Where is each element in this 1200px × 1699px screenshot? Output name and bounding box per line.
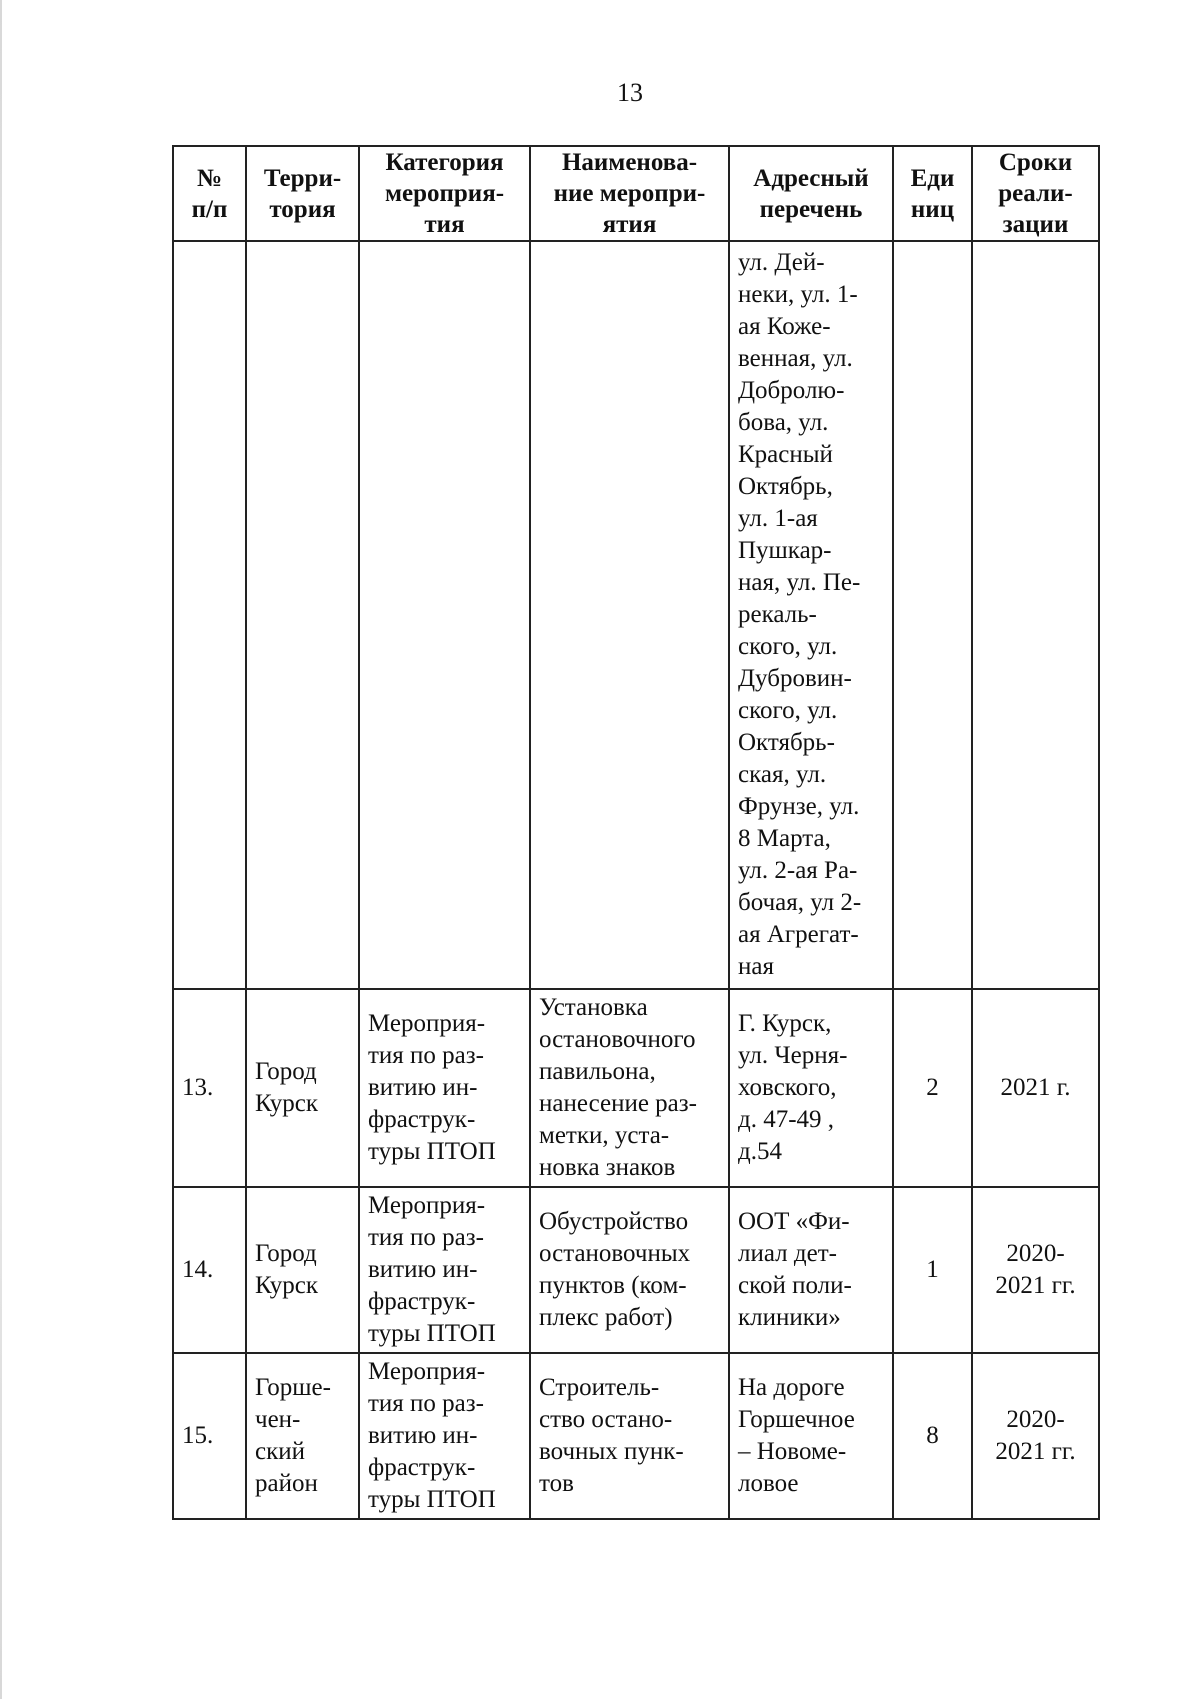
cell-address-continuation: ул. Дей- неки, ул. 1- ая Коже- венная, ул. Добролю- бова, ул. Красный Октябрь, ул. 1-ая Пушкар- ная, ул. Пе- рекаль- ского, ул. Дубровин- ского, ул. Октябрь- ская, ул. Фрунзе, ул. 8 Марта, ул. 2-ая Ра- бочая, ул 2- ая Агрегат- ная <box>729 241 893 989</box>
cell-territory-empty <box>246 241 359 989</box>
cell-address: Г. Курск, ул. Черня- ховского, д. 47-49 , д.54 <box>729 989 893 1187</box>
cell-name: Строитель- ство остано- вочных пунк- тов <box>530 1353 729 1519</box>
header-units: Еди ниц <box>893 146 972 241</box>
cell-units: 8 <box>893 1353 972 1519</box>
cell-name-empty <box>530 241 729 989</box>
header-category: Категория мероприя- тия <box>359 146 530 241</box>
cell-category: Мероприя- тия по раз- витию ин- фраструк- туры ПТОП <box>359 1353 530 1519</box>
header-name: Наименова- ние меропри- ятия <box>530 146 729 241</box>
page-number: 13 <box>617 78 643 107</box>
cell-territory: Город Курск <box>246 1187 359 1353</box>
table-row <box>173 989 1099 1187</box>
cell-territory: Горше- чен- ский район <box>246 1353 359 1519</box>
header-num: № п/п <box>173 146 246 241</box>
cell-category-empty <box>359 241 530 989</box>
cell-name: Обустройство остановочных пунктов (ком- плекс работ) <box>530 1187 729 1353</box>
cell-territory: Город Курск <box>246 989 359 1187</box>
scan-edge <box>0 0 2 1699</box>
cell-address: На дороге Горшечное – Новоме- ловое <box>729 1353 893 1519</box>
header-address: Адресный перечень <box>729 146 893 241</box>
cell-category: Мероприя- тия по раз- витию ин- фраструк- туры ПТОП <box>359 1187 530 1353</box>
cell-num: 14. <box>173 1187 246 1353</box>
events-table <box>172 145 1100 1520</box>
header-territory: Терри- тория <box>246 146 359 241</box>
cell-terms: 2021 г. <box>972 989 1099 1187</box>
table-header-row <box>173 146 1099 241</box>
cell-units: 2 <box>893 989 972 1187</box>
cell-num: 15. <box>173 1353 246 1519</box>
cell-address: ООТ «Фи- лиал дет- ской поли- клиники» <box>729 1187 893 1353</box>
table-row <box>173 1353 1099 1519</box>
cell-units: 1 <box>893 1187 972 1353</box>
cell-category: Мероприя- тия по раз- витию ин- фраструк- туры ПТОП <box>359 989 530 1187</box>
table-row-continuation <box>173 241 1099 989</box>
table-row <box>173 1187 1099 1353</box>
cell-num-empty <box>173 241 246 989</box>
cell-num: 13. <box>173 989 246 1187</box>
cell-terms: 2020- 2021 гг. <box>972 1187 1099 1353</box>
cell-units-empty <box>893 241 972 989</box>
cell-terms-empty <box>972 241 1099 989</box>
header-terms: Сроки реали- зации <box>972 146 1099 241</box>
cell-name: Установка остановочного павильона, нанесение раз- метки, уста- новка знаков <box>530 989 729 1187</box>
cell-terms: 2020- 2021 гг. <box>972 1353 1099 1519</box>
